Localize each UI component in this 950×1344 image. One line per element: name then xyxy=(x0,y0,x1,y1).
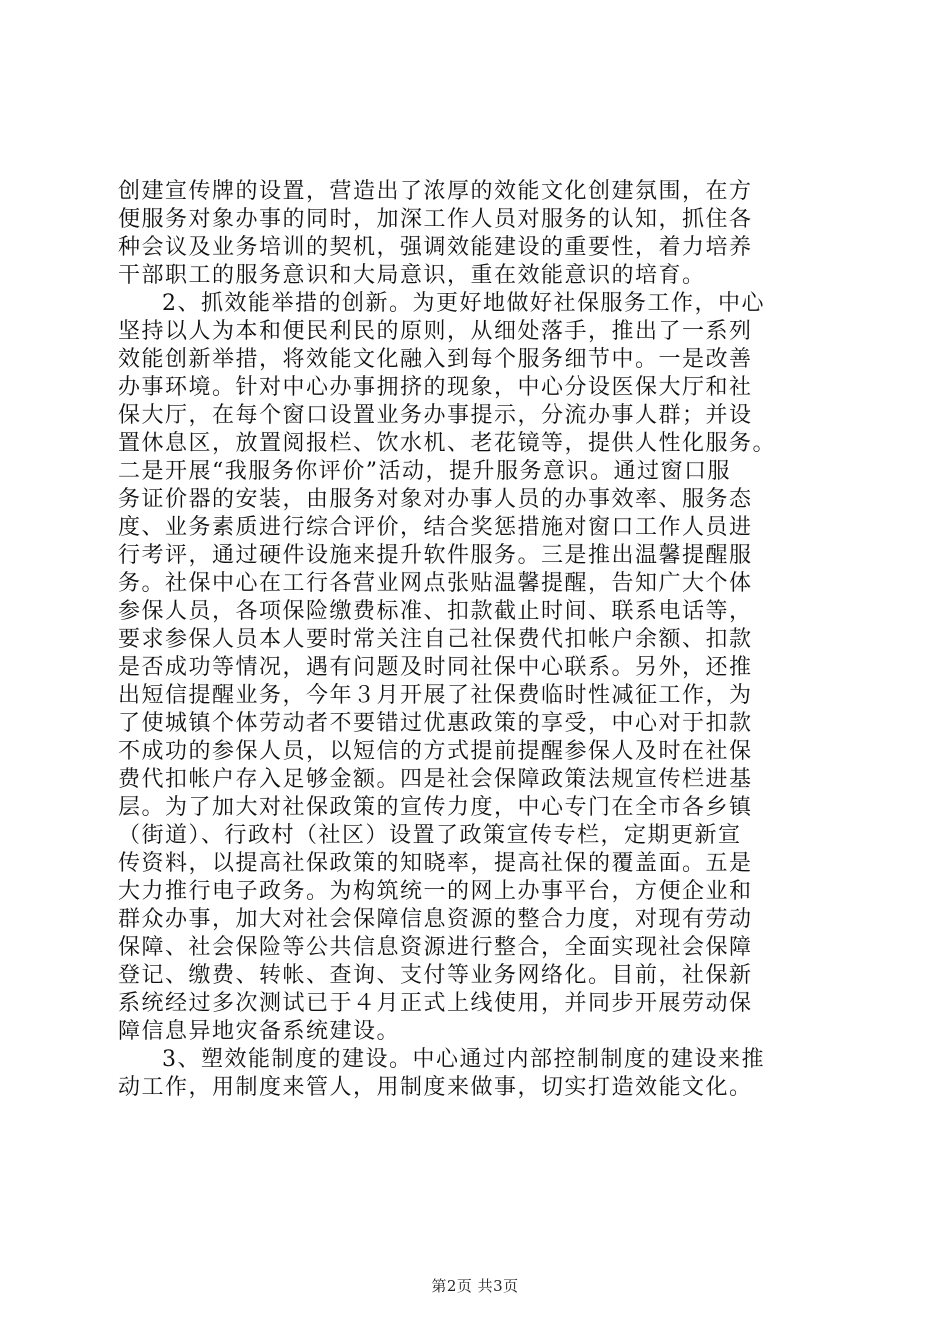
page-footer: 第2页 共3页 xyxy=(431,1277,519,1295)
text-line: 行考评，通过硬件设施来提升软件服务。三是推出温馨提醒服 xyxy=(118,543,753,568)
text-line: 了使城镇个体劳动者不要错过优惠政策的享受，中心对于扣款 xyxy=(118,711,753,736)
text-line: 动工作，用制度来管人，用制度来做事，切实打造效能文化。 xyxy=(118,1075,753,1100)
document-body xyxy=(118,178,838,1102)
text-line: 保障、社会保险等公共信息资源进行整合，全面实现社会保障 xyxy=(118,935,753,960)
text-line: 种会议及业务培训的契机，强调效能建设的重要性，着力培养 xyxy=(118,235,753,260)
text-line: 大力推行电子政务。为构筑统一的网上办事平台，方便企业和 xyxy=(118,879,753,904)
text-line: 参保人员，各项保险缴费标准、扣款截止时间、联系电话等， xyxy=(118,599,753,624)
text-line: 务。社保中心在工行各营业网点张贴温馨提醒，告知广大个体 xyxy=(118,571,753,596)
text-line: 2、抓效能举措的创新。为更好地做好社保服务工作，中心 xyxy=(162,291,765,316)
text-line: 便服务对象办事的同时，加深工作人员对服务的认知，抓住各 xyxy=(118,207,753,232)
text-line: 二是开展“我服务你评价”活动，提升服务意识。通过窗口服 xyxy=(118,459,731,484)
text-line: 干部职工的服务意识和大局意识，重在效能意识的培育。 xyxy=(118,263,706,288)
text-line: 障信息异地灾备系统建设。 xyxy=(118,1019,401,1044)
text-line: 度、业务素质进行综合评价，结合奖惩措施对窗口工作人员进 xyxy=(118,515,753,540)
text-line: 要求参保人员本人要时常关注自己社保费代扣帐户余额、扣款 xyxy=(118,627,753,652)
text-line: 出短信提醒业务，今年３月开展了社保费临时性减征工作，为 xyxy=(118,683,753,708)
text-line: 创建宣传牌的设置，营造出了浓厚的效能文化创建氛围，在方 xyxy=(118,179,753,204)
text-line: 保大厅，在每个窗口设置业务办事提示，分流办事人群；并设 xyxy=(118,403,753,428)
text-line: 坚持以人为本和便民利民的原则，从细处落手，推出了一系列 xyxy=(118,319,753,344)
text-line: 效能创新举措，将效能文化融入到每个服务细节中。一是改善 xyxy=(118,347,753,372)
text-line: （街道）、行政村（社区）设置了政策宣传专栏，定期更新宣 xyxy=(118,823,742,848)
text-line: 置休息区，放置阅报栏、饮水机、老花镜等，提供人性化服务。 xyxy=(118,431,777,456)
text-line: 传资料，以提高社保政策的知晓率，提高社保的覆盖面。五是 xyxy=(118,851,753,876)
text-line: 是否成功等情况，遇有问题及时同社保中心联系。另外，还推 xyxy=(118,655,753,680)
text-line: 3、塑效能制度的建设。中心通过内部控制制度的建设来推 xyxy=(162,1047,765,1072)
text-line: 层。为了加大对社保政策的宣传力度，中心专门在全市各乡镇 xyxy=(118,795,753,820)
text-line: 务证价器的安装，由服务对象对办事人员的办事效率、服务态 xyxy=(118,487,753,512)
text-line: 群众办事，加大对社会保障信息资源的整合力度，对现有劳动 xyxy=(118,907,753,932)
text-line: 不成功的参保人员，以短信的方式提前提醒参保人及时在社保 xyxy=(118,739,753,764)
text-line: 办事环境。针对中心办事拥挤的现象，中心分设医保大厅和社 xyxy=(118,375,753,400)
text-line: 登记、缴费、转帐、查询、支付等业务网络化。目前，社保新 xyxy=(118,963,753,988)
text-line: 系统经过多次测试已于４月正式上线使用，并同步开展劳动保 xyxy=(118,991,753,1016)
text-line: 费代扣帐户存入足够金额。四是社会保障政策法规宣传栏进基 xyxy=(118,767,753,792)
